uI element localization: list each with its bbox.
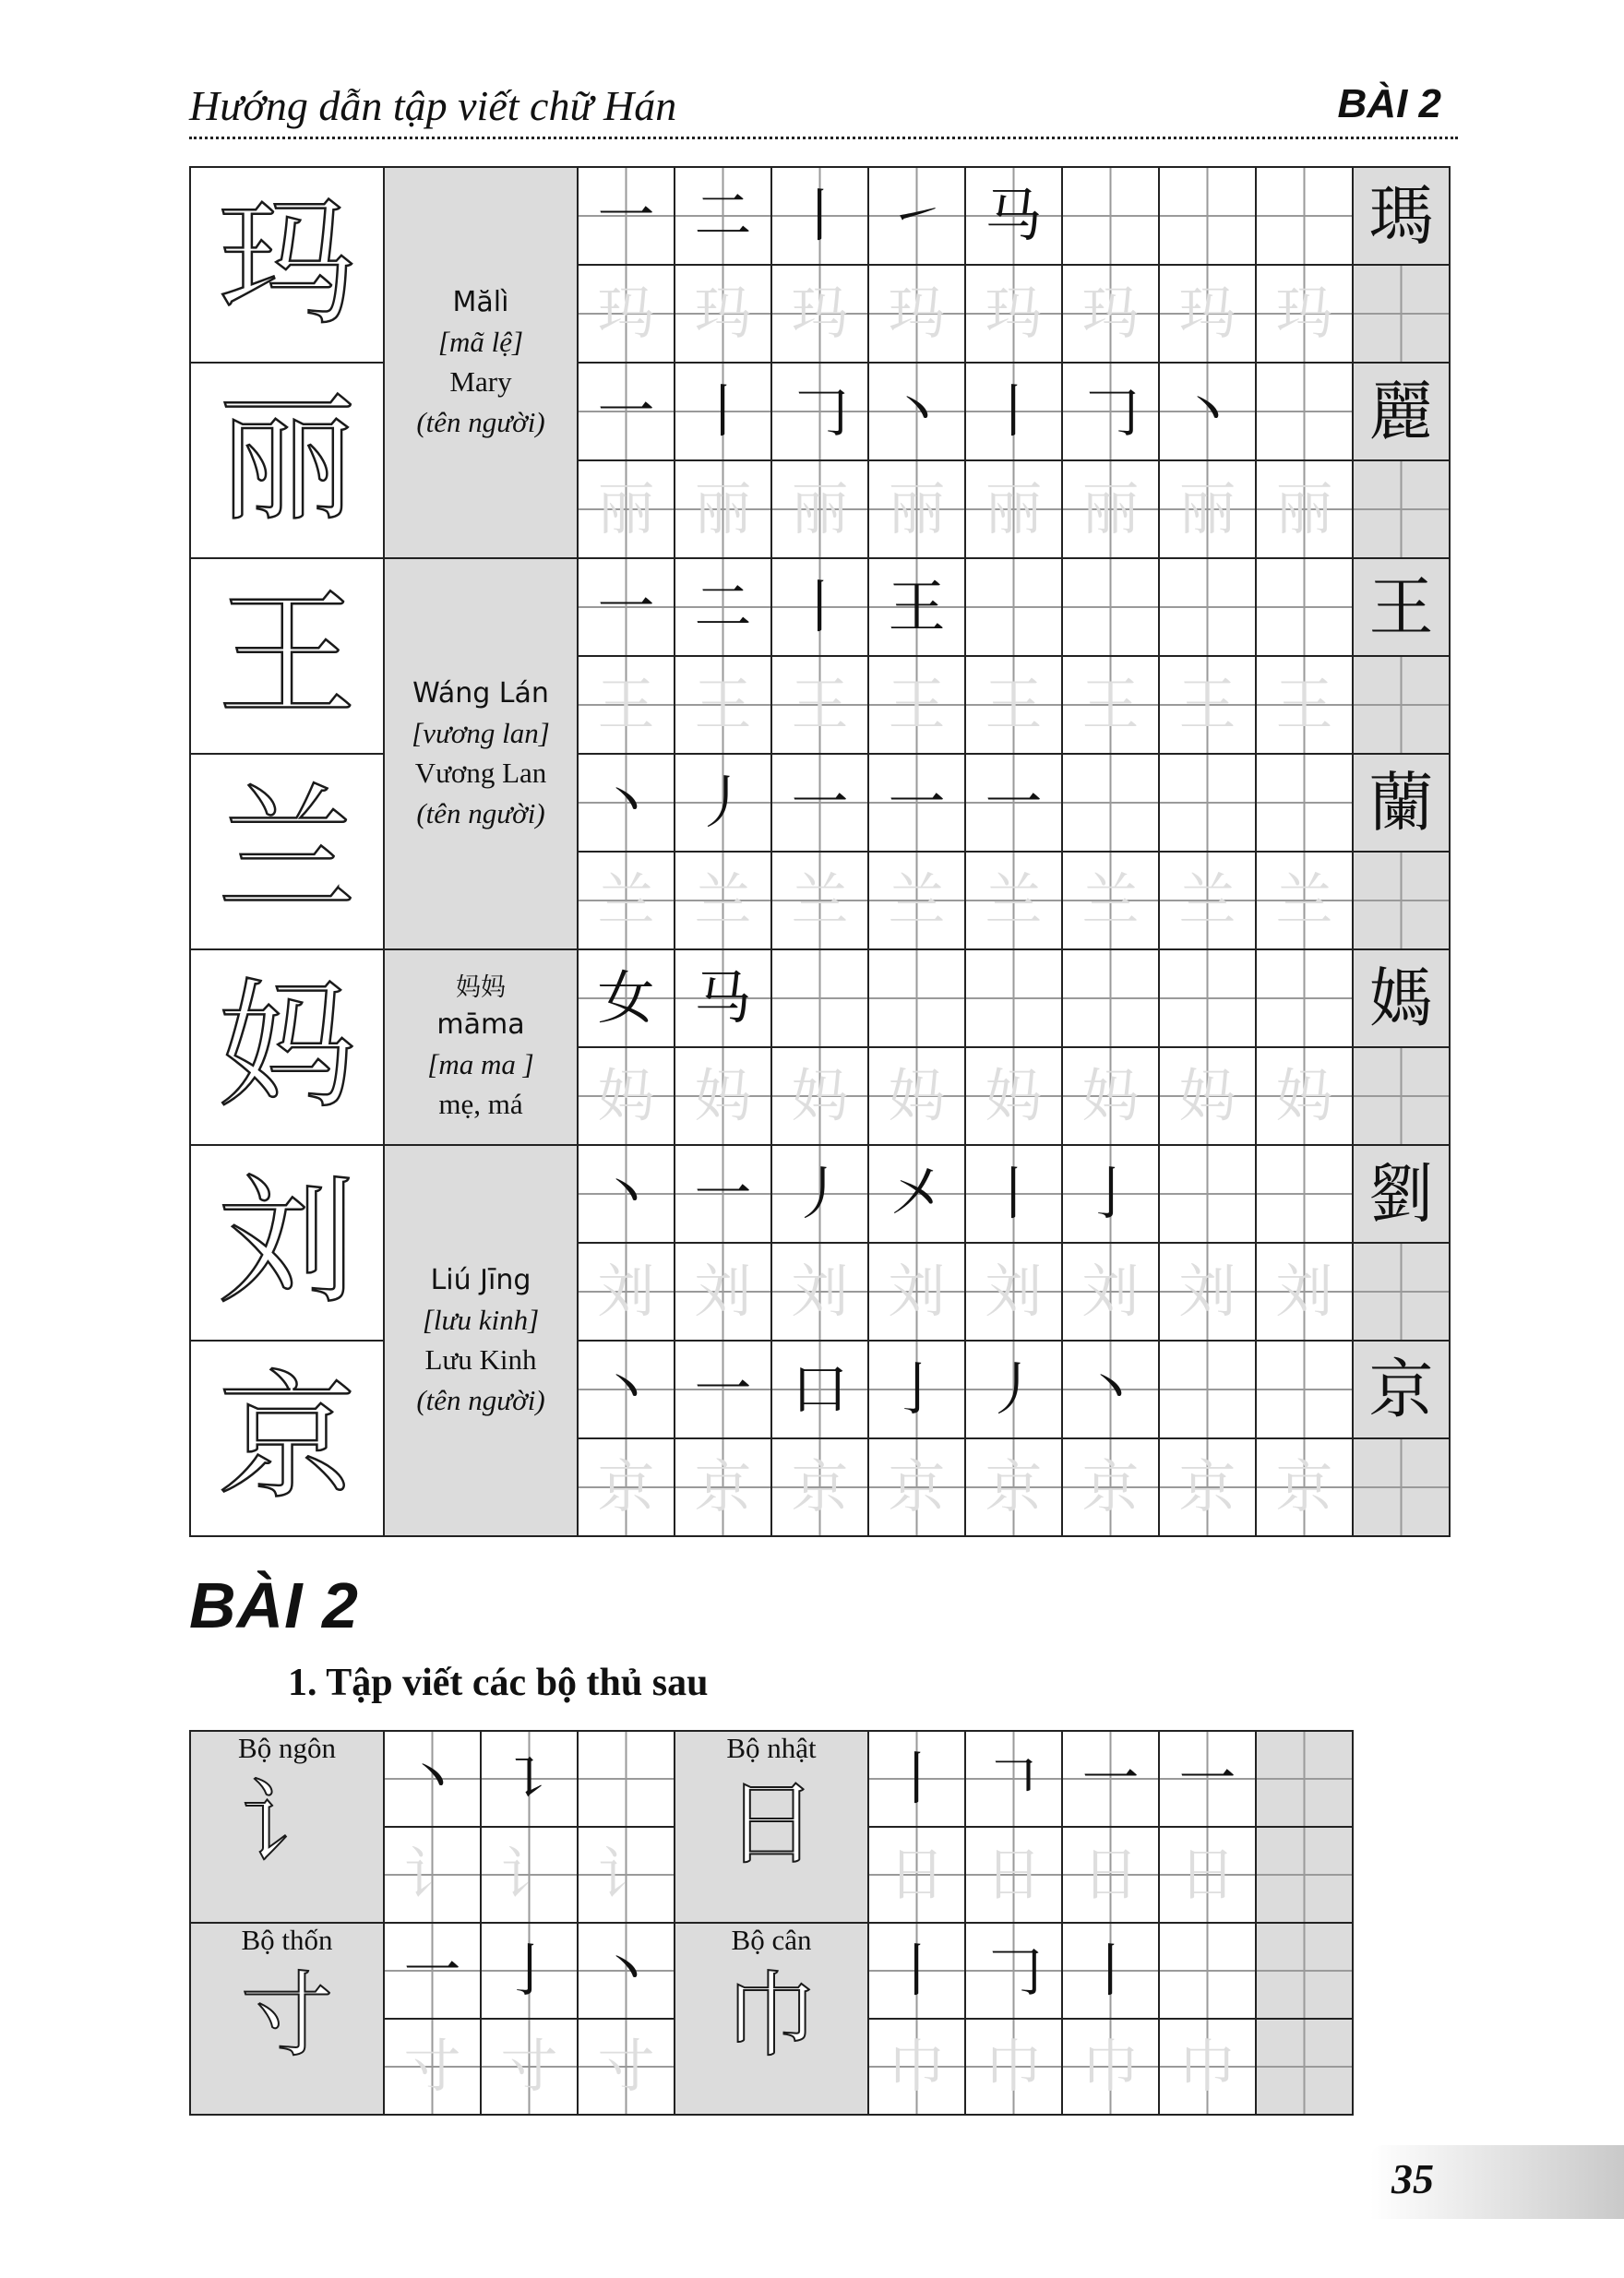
- practice-cell: [1256, 558, 1353, 656]
- stroke-order-cell: 丶: [868, 363, 965, 460]
- blank-shaded-cell: [1256, 1923, 1353, 2019]
- traditional-character: 瑪: [1353, 167, 1450, 265]
- character-row: [190, 167, 1450, 265]
- blank-shaded-cell: [1353, 460, 1450, 558]
- radical-character: 寸: [241, 1962, 333, 2069]
- trace-character-cell: 刘: [1256, 1243, 1353, 1341]
- header-title: Hướng dẫn tập viết chữ Hán: [189, 82, 677, 129]
- trace-character-cell: 王: [771, 656, 868, 754]
- trace-character-cell: 妈: [771, 1047, 868, 1145]
- trace-character-cell: 丽: [771, 460, 868, 558]
- trace-character-cell: 日: [1159, 1827, 1256, 1923]
- practice-cell: [1256, 1145, 1353, 1243]
- trace-character-cell: 京: [1256, 1438, 1353, 1536]
- stroke-order-cell: 丨: [1062, 1923, 1159, 2019]
- radical-label-cell: [190, 1923, 384, 2115]
- trace-character-cell: 刘: [1159, 1243, 1256, 1341]
- practice-cell: [1159, 754, 1256, 852]
- trace-character-cell: 妈: [965, 1047, 1062, 1145]
- practice-cell: [1159, 558, 1256, 656]
- stroke-order-cell: 马: [965, 167, 1062, 265]
- outline-character: 兰: [190, 754, 384, 949]
- practice-cell: [1062, 167, 1159, 265]
- blank-shaded-cell: [1353, 1243, 1450, 1341]
- word-sino-vietnamese: [lưu kinh]: [422, 1303, 540, 1336]
- header-divider: [189, 137, 1458, 139]
- trace-character-cell: 兰: [578, 852, 675, 949]
- trace-character-cell: 玛: [965, 265, 1062, 363]
- blank-shaded-cell: [1353, 265, 1450, 363]
- trace-character-cell: 妈: [868, 1047, 965, 1145]
- trace-character-cell: 刘: [578, 1243, 675, 1341]
- trace-character-cell: 讠: [578, 1827, 675, 1923]
- practice-cell: [1159, 1341, 1256, 1438]
- practice-cell: [1256, 754, 1353, 852]
- header-lesson: BÀI 2: [1337, 81, 1441, 126]
- trace-character-cell: 玛: [1062, 265, 1159, 363]
- stroke-order-cell: 𠃌: [1062, 363, 1159, 460]
- trace-character-cell: 王: [675, 656, 771, 754]
- trace-character-cell: 兰: [1159, 852, 1256, 949]
- outline-character: 京: [190, 1341, 384, 1536]
- stroke-order-cell: 马: [675, 949, 771, 1047]
- practice-cell: [1256, 167, 1353, 265]
- blank-shaded-cell: [1353, 1438, 1450, 1536]
- trace-character-cell: 丽: [1159, 460, 1256, 558]
- character-row: [190, 558, 1450, 656]
- trace-character-cell: 刘: [675, 1243, 771, 1341]
- trace-character-cell: 妈: [1062, 1047, 1159, 1145]
- stroke-order-cell: 丿: [965, 1341, 1062, 1438]
- stroke-order-cell: 𠃌: [965, 1923, 1062, 2019]
- trace-character-cell: 玛: [1256, 265, 1353, 363]
- trace-character-cell: 刘: [771, 1243, 868, 1341]
- trace-character-cell: 玛: [1159, 265, 1256, 363]
- trace-character-cell: 玛: [578, 265, 675, 363]
- stroke-order-cell: 女: [578, 949, 675, 1047]
- trace-character-cell: 兰: [868, 852, 965, 949]
- page-number: 35: [1391, 2155, 1434, 2202]
- trace-character-cell: 京: [1062, 1438, 1159, 1536]
- traditional-character: 王: [1353, 558, 1450, 656]
- word-pinyin: Liú Jīng: [430, 1263, 531, 1296]
- outline-character: 王: [190, 558, 384, 754]
- practice-cell: [1062, 754, 1159, 852]
- word-pinyin: Mălì: [452, 285, 509, 318]
- trace-character-cell: 讠: [481, 1827, 578, 1923]
- trace-character-cell: 丽: [1256, 460, 1353, 558]
- trace-character-cell: 寸: [578, 2019, 675, 2115]
- trace-character-cell: 巾: [868, 2019, 965, 2115]
- practice-cell: [578, 1731, 675, 1827]
- trace-character-cell: 京: [868, 1438, 965, 1536]
- practice-cell: [1256, 363, 1353, 460]
- stroke-order-cell: 亅: [868, 1341, 965, 1438]
- radical-character: 讠: [241, 1770, 333, 1878]
- trace-character-cell: 王: [1062, 656, 1159, 754]
- radical-name: Bộ thốn: [241, 1924, 333, 1956]
- radical-name: Bộ ngôn: [238, 1732, 336, 1764]
- trace-character-cell: 丽: [1062, 460, 1159, 558]
- stroke-order-cell: 一: [675, 1145, 771, 1243]
- trace-character-cell: 寸: [481, 2019, 578, 2115]
- trace-character-cell: 日: [868, 1827, 965, 1923]
- stroke-order-cell: 丶: [578, 1341, 675, 1438]
- practice-cell: [1062, 558, 1159, 656]
- blank-shaded-cell: [1256, 1731, 1353, 1827]
- radical-label-cell: [675, 1923, 868, 2115]
- word-meaning-note: (tên người): [416, 1383, 545, 1416]
- stroke-order-cell: 𠃍: [965, 1731, 1062, 1827]
- word-sino-vietnamese: [mã lệ]: [437, 325, 524, 358]
- radical-character: 巾: [725, 1962, 818, 2069]
- stroke-order-cell: 㐅: [868, 1145, 965, 1243]
- trace-character-cell: 妈: [578, 1047, 675, 1145]
- word-info-cell: [384, 949, 578, 1145]
- blank-shaded-cell: [1353, 1047, 1450, 1145]
- radical-row: [190, 1731, 1353, 1827]
- word-meaning: mẹ, má: [438, 1087, 523, 1120]
- word-info-cell: [384, 1145, 578, 1536]
- trace-character-cell: 京: [1159, 1438, 1256, 1536]
- trace-character-cell: 丽: [965, 460, 1062, 558]
- traditional-character: 蘭: [1353, 754, 1450, 852]
- trace-character-cell: 兰: [1256, 852, 1353, 949]
- stroke-order-cell: 一: [1062, 1731, 1159, 1827]
- blank-shaded-cell: [1256, 2019, 1353, 2115]
- word-meaning: Lưu Kinh: [424, 1343, 537, 1377]
- practice-cell: [1159, 1145, 1256, 1243]
- trace-character-cell: 兰: [1062, 852, 1159, 949]
- practice-cell: [868, 949, 965, 1047]
- word-info-cell: [384, 558, 578, 949]
- radical-label-cell: [190, 1731, 384, 1923]
- radical-row: [190, 1923, 1353, 2019]
- word-info-cell: [384, 167, 578, 558]
- stroke-order-cell: 一: [868, 754, 965, 852]
- stroke-order-cell: 一: [965, 754, 1062, 852]
- trace-character-cell: 妈: [1256, 1047, 1353, 1145]
- stroke-order-cell: 一: [384, 1923, 481, 2019]
- trace-character-cell: 王: [868, 656, 965, 754]
- stroke-order-cell: 一: [1159, 1731, 1256, 1827]
- trace-character-cell: 王: [1159, 656, 1256, 754]
- word-meaning-note: (tên người): [416, 796, 545, 829]
- stroke-order-cell: 一: [578, 363, 675, 460]
- trace-character-cell: 兰: [771, 852, 868, 949]
- trace-character-cell: 京: [965, 1438, 1062, 1536]
- trace-character-cell: 巾: [1159, 2019, 1256, 2115]
- stroke-order-cell: 丿: [675, 754, 771, 852]
- trace-character-cell: 丽: [868, 460, 965, 558]
- word-sino-vietnamese: [vương lan]: [412, 716, 550, 749]
- stroke-order-cell: 一: [578, 167, 675, 265]
- character-practice-table: [189, 166, 1451, 1537]
- stroke-order-cell: 王: [868, 558, 965, 656]
- outline-character: 刘: [190, 1145, 384, 1341]
- practice-cell: [1256, 949, 1353, 1047]
- stroke-order-cell: 一: [578, 558, 675, 656]
- stroke-order-cell: 丨: [965, 1145, 1062, 1243]
- stroke-order-cell: 二: [675, 167, 771, 265]
- traditional-character: 媽: [1353, 949, 1450, 1047]
- stroke-order-cell: 一: [771, 754, 868, 852]
- outline-character: 丽: [190, 363, 384, 558]
- practice-cell: [1159, 167, 1256, 265]
- radical-name: Bộ nhật: [726, 1732, 817, 1764]
- trace-character-cell: 京: [578, 1438, 675, 1536]
- character-row: [190, 949, 1450, 1047]
- traditional-character: 麗: [1353, 363, 1450, 460]
- practice-cell: [1256, 1341, 1353, 1438]
- trace-character-cell: 京: [675, 1438, 771, 1536]
- practice-cell: [1159, 949, 1256, 1047]
- stroke-order-cell: 丨: [675, 363, 771, 460]
- blank-shaded-cell: [1353, 852, 1450, 949]
- word-pinyin: māma: [436, 1008, 525, 1041]
- character-row: [190, 754, 1450, 852]
- practice-cell: [1159, 1923, 1256, 2019]
- trace-character-cell: 巾: [965, 2019, 1062, 2115]
- word-meaning-note: (tên người): [416, 405, 545, 438]
- outline-character: 妈: [190, 949, 384, 1145]
- stroke-order-cell: 丨: [868, 1731, 965, 1827]
- stroke-order-cell: 丶: [578, 754, 675, 852]
- stroke-order-cell: 丶: [578, 1923, 675, 2019]
- stroke-order-cell: 丿: [771, 1145, 868, 1243]
- stroke-order-cell: 丶: [578, 1145, 675, 1243]
- stroke-order-cell: 丨: [965, 363, 1062, 460]
- practice-cell: [771, 949, 868, 1047]
- stroke-order-cell: 丨: [771, 558, 868, 656]
- practice-cell: [965, 558, 1062, 656]
- trace-character-cell: 日: [965, 1827, 1062, 1923]
- trace-character-cell: 王: [578, 656, 675, 754]
- stroke-order-cell: 丨: [771, 167, 868, 265]
- trace-character-cell: 巾: [1062, 2019, 1159, 2115]
- trace-character-cell: 讠: [384, 1827, 481, 1923]
- stroke-order-cell: 丶: [1159, 363, 1256, 460]
- stroke-order-cell: 亅: [1062, 1145, 1159, 1243]
- practice-cell: [965, 949, 1062, 1047]
- trace-character-cell: 京: [771, 1438, 868, 1536]
- trace-character-cell: 丽: [578, 460, 675, 558]
- traditional-character: 京: [1353, 1341, 1450, 1438]
- word-hanzi: 妈妈: [456, 972, 506, 1002]
- trace-character-cell: 寸: [384, 2019, 481, 2115]
- traditional-character: 劉: [1353, 1145, 1450, 1243]
- stroke-order-cell: ㇀: [868, 167, 965, 265]
- trace-character-cell: 玛: [675, 265, 771, 363]
- radical-practice-table: [189, 1730, 1354, 2116]
- radical-name: Bộ cân: [731, 1924, 812, 1956]
- practice-cell: [1062, 949, 1159, 1047]
- stroke-order-cell: 一: [675, 1341, 771, 1438]
- trace-character-cell: 刘: [965, 1243, 1062, 1341]
- trace-character-cell: 兰: [965, 852, 1062, 949]
- trace-character-cell: 刘: [868, 1243, 965, 1341]
- stroke-order-cell: 丶: [1062, 1341, 1159, 1438]
- blank-shaded-cell: [1353, 656, 1450, 754]
- blank-shaded-cell: [1256, 1827, 1353, 1923]
- trace-character-cell: 玛: [868, 265, 965, 363]
- trace-character-cell: 兰: [675, 852, 771, 949]
- stroke-order-cell: ㇊: [481, 1731, 578, 1827]
- trace-character-cell: 王: [965, 656, 1062, 754]
- character-row: [190, 1145, 1450, 1243]
- stroke-order-cell: 𠃌: [771, 363, 868, 460]
- trace-character-cell: 玛: [771, 265, 868, 363]
- stroke-order-cell: 亅: [481, 1923, 578, 2019]
- radical-character: 日: [725, 1770, 818, 1878]
- exercise-heading: 1. Tập viết các bộ thủ sau: [288, 1662, 709, 1704]
- character-row: [190, 1341, 1450, 1438]
- trace-character-cell: 日: [1062, 1827, 1159, 1923]
- radical-label-cell: [675, 1731, 868, 1923]
- trace-character-cell: 妈: [675, 1047, 771, 1145]
- trace-character-cell: 刘: [1062, 1243, 1159, 1341]
- stroke-order-cell: 丨: [868, 1923, 965, 2019]
- word-meaning: Mary: [449, 365, 512, 399]
- stroke-order-cell: 二: [675, 558, 771, 656]
- lesson-heading: BÀI 2: [189, 1569, 359, 1641]
- word-sino-vietnamese: [ma ma ]: [427, 1047, 534, 1080]
- character-row: [190, 363, 1450, 460]
- outline-character: 玛: [190, 167, 384, 363]
- stroke-order-cell: 丶: [384, 1731, 481, 1827]
- word-pinyin: Wáng Lán: [412, 676, 549, 710]
- trace-character-cell: 妈: [1159, 1047, 1256, 1145]
- trace-character-cell: 王: [1256, 656, 1353, 754]
- word-meaning: Vương Lan: [414, 757, 547, 790]
- stroke-order-cell: 口: [771, 1341, 868, 1438]
- trace-character-cell: 丽: [675, 460, 771, 558]
